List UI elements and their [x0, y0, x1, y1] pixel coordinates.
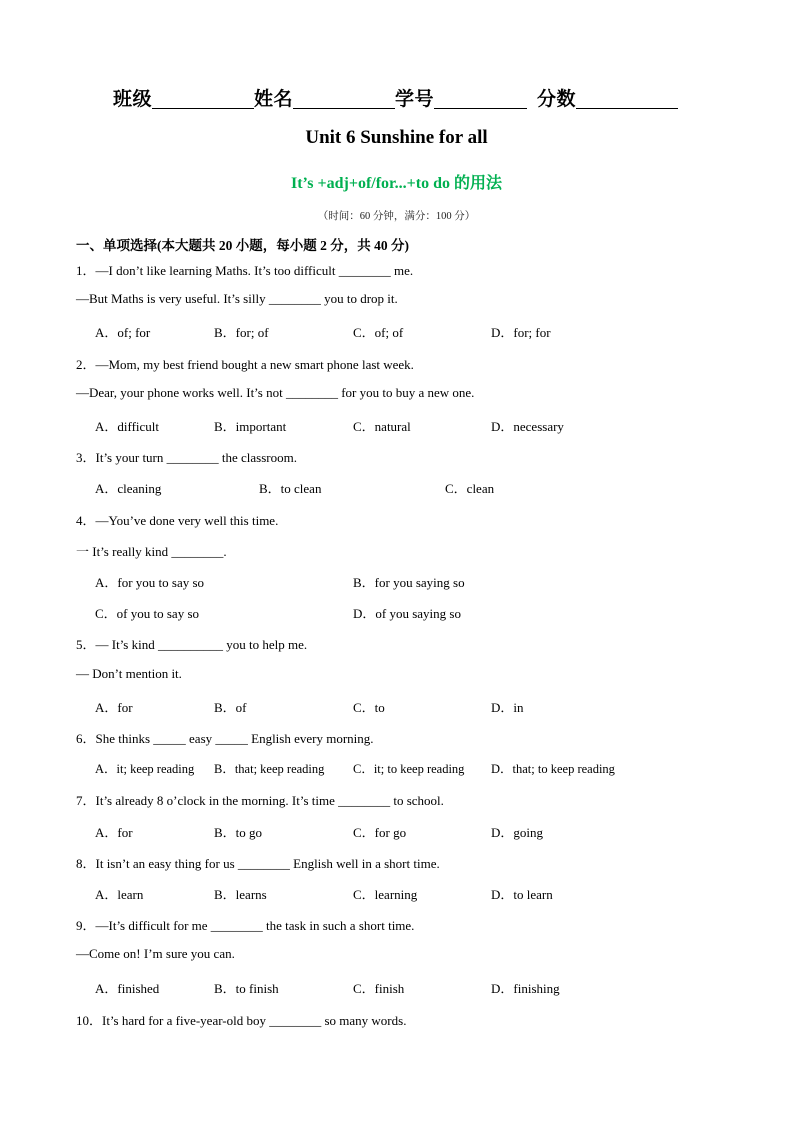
question-1-reply: —But Maths is very useful. It’s silly ________ you to drop it.: [76, 291, 398, 306]
question-4-stem: 4．—You’ve done very well this time.: [76, 513, 279, 528]
question-2-option-a: A．difficult: [95, 419, 160, 434]
score-label: 分数: [537, 89, 577, 110]
question-7-option-d: D．going: [491, 825, 544, 840]
question-6-stem: 6．She thinks _____ easy _____ English every morning.: [76, 731, 374, 746]
question-5-option-a: A．for: [95, 700, 133, 715]
question-8-stem: 8．It isn’t an easy thing for us ________ English well in a short time.: [76, 856, 440, 871]
question-6-option-d: D．that; to keep reading: [491, 762, 615, 776]
question-9-option-a: A．finished: [95, 981, 160, 996]
page-subtitle: It’s +adj+of/for...+to do 的用法: [290, 175, 503, 192]
question-2-option-b: B．important: [214, 419, 287, 434]
question-6-option-c: C．it; to keep reading: [353, 762, 465, 776]
class-blank: [152, 88, 254, 109]
question-5-reply: — Don’t mention it.: [76, 666, 182, 681]
question-3-option-a: A．cleaning: [95, 481, 162, 496]
question-1-option-c: C．of; of: [353, 325, 404, 340]
question-7-option-c: C．for go: [353, 825, 407, 840]
question-3-option-b: B．to clean: [259, 481, 322, 496]
name-blank: [293, 88, 395, 109]
question-8-option-c: C．learning: [353, 887, 418, 902]
student-info-header: [113, 84, 678, 111]
question-7-stem: 7．It’s already 8 o’clock in the morning. It’s time ________ to school.: [76, 793, 444, 808]
question-9-option-d: D．finishing: [491, 981, 560, 996]
question-8-option-b: B．learns: [214, 887, 267, 902]
question-8-option-a: A．learn: [95, 887, 144, 902]
question-2-option-d: D．necessary: [491, 419, 564, 434]
question-10-stem: 10．It’s hard for a five-year-old boy ________ so many words.: [76, 1013, 407, 1028]
name-label: 姓名: [254, 89, 294, 110]
question-9-reply: —Come on! I’m sure you can.: [76, 946, 235, 961]
question-6-option-a: A．it; keep reading: [95, 762, 195, 776]
question-1-stem: 1．—I don’t like learning Maths. It’s too difficult ________ me.: [76, 263, 414, 278]
question-4-option-b: B．for you saying so: [353, 575, 465, 590]
question-6-option-b: B．that; keep reading: [214, 762, 325, 776]
question-1-option-b: B．for; of: [214, 325, 269, 340]
page-title: Unit 6 Sunshine for all: [305, 127, 488, 148]
question-4-option-d: D．of you saying so: [353, 606, 461, 621]
question-4-option-c: C．of you to say so: [95, 606, 200, 621]
id-blank: [434, 88, 527, 109]
question-7-option-b: B．to go: [214, 825, 263, 840]
question-2-reply: —Dear, your phone works well. It’s not ________ for you to buy a new one.: [76, 385, 475, 400]
question-3-option-c: C．clean: [445, 481, 495, 496]
question-7-option-a: A．for: [95, 825, 133, 840]
question-2-stem: 2．—Mom, my best friend bought a new smart phone last week.: [76, 357, 414, 372]
class-label: 班级: [113, 89, 153, 110]
question-5-option-b: B．of: [214, 700, 247, 715]
question-1-option-d: D．for; for: [491, 325, 551, 340]
question-5-stem: 5．— It’s kind __________ you to help me.: [76, 637, 308, 652]
time-info: （时间：60 分钟，满分：100 分）: [317, 211, 476, 222]
question-3-stem: 3．It’s your turn ________ the classroom.: [76, 450, 297, 465]
question-1-option-a: A．of; for: [95, 325, 151, 340]
question-5-option-d: D．in: [491, 700, 524, 715]
question-2-option-c: C．natural: [353, 419, 411, 434]
question-5-option-c: C．to: [353, 700, 385, 715]
question-8-option-d: D．to learn: [491, 887, 553, 902]
question-9-stem: 9．—It’s difficult for me ________ the task in such a short time.: [76, 918, 415, 933]
id-label: 学号: [395, 89, 435, 110]
question-9-option-c: C．finish: [353, 981, 405, 996]
question-9-option-b: B．to finish: [214, 981, 279, 996]
score-blank: [576, 88, 678, 109]
section-title: 一、单项选择(本大题共 20 小题，每小题 2 分，共 40 分): [76, 238, 409, 253]
question-4-option-a: A．for you to say so: [95, 575, 205, 590]
question-4-reply: 一 It’s really kind ________.: [76, 544, 227, 559]
